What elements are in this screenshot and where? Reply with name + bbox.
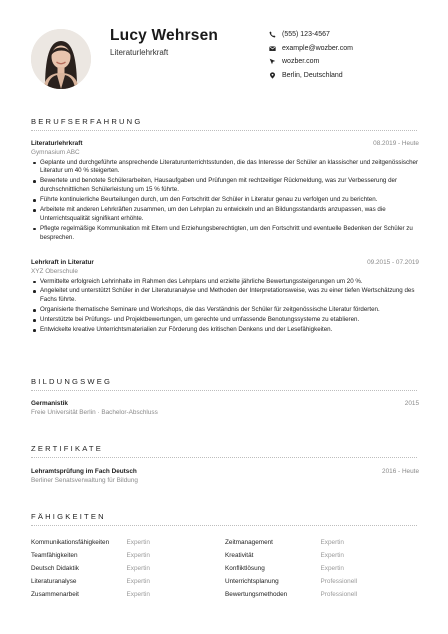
- contact-location: [268, 69, 353, 83]
- section-divider: [31, 457, 417, 458]
- education-date: 2015: [404, 400, 419, 407]
- job-achievements: [31, 159, 419, 243]
- job-achievements: [31, 278, 419, 336]
- list-item: Organisierte thematische Seminare und Workshops, die das Verständnis der Schüler für zeitgenössische Literatur förderten.: [31, 306, 419, 315]
- list-item: Führte kontinuierliche Beurteilungen durch, um den Fortschritt der Schüler in Literatur genau zu verfolgen und zu berichten.: [31, 196, 419, 205]
- contact-phone: [268, 28, 353, 42]
- certificate-issuer: Berliner Senatsverwaltung für Bildung: [31, 476, 138, 484]
- education-entry: [31, 400, 419, 416]
- table-row: [31, 588, 419, 601]
- skill-level: Expertin: [126, 591, 150, 598]
- candidate-name: Lucy Wehrsen: [110, 27, 219, 44]
- location-pin-icon: [268, 71, 277, 80]
- contact-website: [268, 55, 353, 69]
- skill-level: Professionell: [320, 591, 358, 598]
- job-date: 08.2019 - Heute: [373, 140, 419, 147]
- education-school: Freie Universität Berlin · Bachelor-Abschluss: [31, 408, 158, 416]
- certificate-entry: [31, 468, 419, 484]
- profile-photo: [31, 29, 91, 89]
- contact-email-text: example@wozber.com: [282, 44, 353, 52]
- skill-name: Zeitmanagement: [225, 539, 273, 546]
- job-title: Literaturlehrkraft: [31, 140, 83, 147]
- list-item: Angeleitet und unterstützt Schüler in der Literaturanalyse und Methoden der Interpretationsweise, was zu einer tiefen Wertschätzung des Fachs führte.: [31, 287, 419, 305]
- skill-name: Zusammenarbeit: [31, 591, 79, 598]
- contact-phone-text: (555) 123-4567: [282, 31, 330, 39]
- contact-email: [268, 42, 353, 56]
- job-title: Lehrkraft in Literatur: [31, 259, 94, 266]
- certificate-name: Lehramtsprüfung im Fach Deutsch: [31, 468, 137, 475]
- list-item: Entwickelte kreative Unterrichtsmaterialien zur Förderung des kritischen Denkens und der Lesefähigkeiten.: [31, 326, 419, 335]
- certificate-date: 2016 - Heute: [382, 468, 419, 475]
- contact-website-text: wozber.com: [282, 58, 320, 66]
- skills-table: [31, 536, 419, 601]
- envelope-icon: [268, 44, 277, 53]
- table-row: [31, 562, 419, 575]
- education-field: Germanistik: [31, 400, 68, 407]
- skill-name: Bewertungsmethoden: [225, 591, 288, 598]
- job-date: 09.2015 - 07.2019: [367, 259, 419, 266]
- list-item: Bewertete und benotete Schülerarbeiten, Hausaufgaben und Prüfungen mit rechtzeitiger Rückmeldung, was zur Verbesserung der durchschnittlichen Schülerleistung um 15 % führte.: [31, 177, 419, 195]
- skill-name: Deutsch Didaktik: [31, 565, 79, 572]
- avatar: [31, 29, 91, 89]
- skill-name: Kommunikationsfähigkeiten: [31, 539, 110, 546]
- phone-icon: [268, 30, 277, 39]
- skill-level: Expertin: [320, 565, 344, 572]
- section-divider: [31, 130, 417, 131]
- contact-list: [268, 28, 353, 82]
- skill-name: Konfliktlösung: [225, 565, 265, 572]
- section-divider: [31, 390, 417, 391]
- skill-name: Teamfähigkeiten: [31, 552, 78, 559]
- experience-entry: [31, 259, 419, 336]
- skill-level: Expertin: [126, 552, 150, 559]
- candidate-role: Literaturlehrkraft: [110, 48, 169, 57]
- table-row: [31, 549, 419, 562]
- section-title-education: BILDUNGSWEG: [31, 377, 113, 386]
- section-title-skills: FÄHIGKEITEN: [31, 512, 106, 521]
- list-item: Geplante und durchgeführte ansprechende Literaturunterrichtsstunden, die das Interesse der Schüler an klassischer und zeitgenössischer Literatur um 40 % steigerten.: [31, 159, 419, 177]
- skill-level: Expertin: [320, 539, 344, 546]
- skill-level: Expertin: [126, 565, 150, 572]
- experience-entry: [31, 140, 419, 244]
- section-title-certificates: ZERTIFIKATE: [31, 444, 104, 453]
- table-row: [31, 575, 419, 588]
- skill-level: Expertin: [126, 578, 150, 585]
- skill-name: Kreativität: [225, 552, 254, 559]
- contact-location-text: Berlin, Deutschland: [282, 71, 343, 79]
- skill-level: Expertin: [126, 539, 150, 546]
- skill-name: Literaturanalyse: [31, 578, 77, 585]
- skill-level: Expertin: [320, 552, 344, 559]
- table-row: [31, 536, 419, 549]
- cursor-icon: [268, 57, 277, 66]
- list-item: Unterstützte bei Prüfungs- und Projektbewertungen, um gerechte und umfassende Benotungssysteme zu etablieren.: [31, 316, 419, 325]
- job-company: Gymnasium ABC: [31, 148, 80, 156]
- job-company: XYZ Oberschule: [31, 267, 78, 275]
- list-item: Vermittelte erfolgreich Lehrinhalte im Rahmen des Lehrplans und erzielte jährliche Bewertungssteigerungen um 20 %.: [31, 278, 419, 287]
- list-item: Pflegte regelmäßige Kommunikation mit Eltern und Erziehungsberechtigten, um den Fortschritt und eventuelle Bedenken der Schüler zu besprechen.: [31, 225, 419, 243]
- skill-level: Professionell: [320, 578, 358, 585]
- section-title-experience: BERUFSERFAHRUNG: [31, 117, 143, 126]
- skill-name: Unterrichtsplanung: [225, 578, 279, 585]
- section-divider: [31, 525, 417, 526]
- list-item: Arbeitete mit anderen Lehrkräften zusammen, um den Lehrplan zu entwickeln und an Bildungsstandards anzupassen, was die Unterrichtsqualität signifikant erhöhte.: [31, 206, 419, 224]
